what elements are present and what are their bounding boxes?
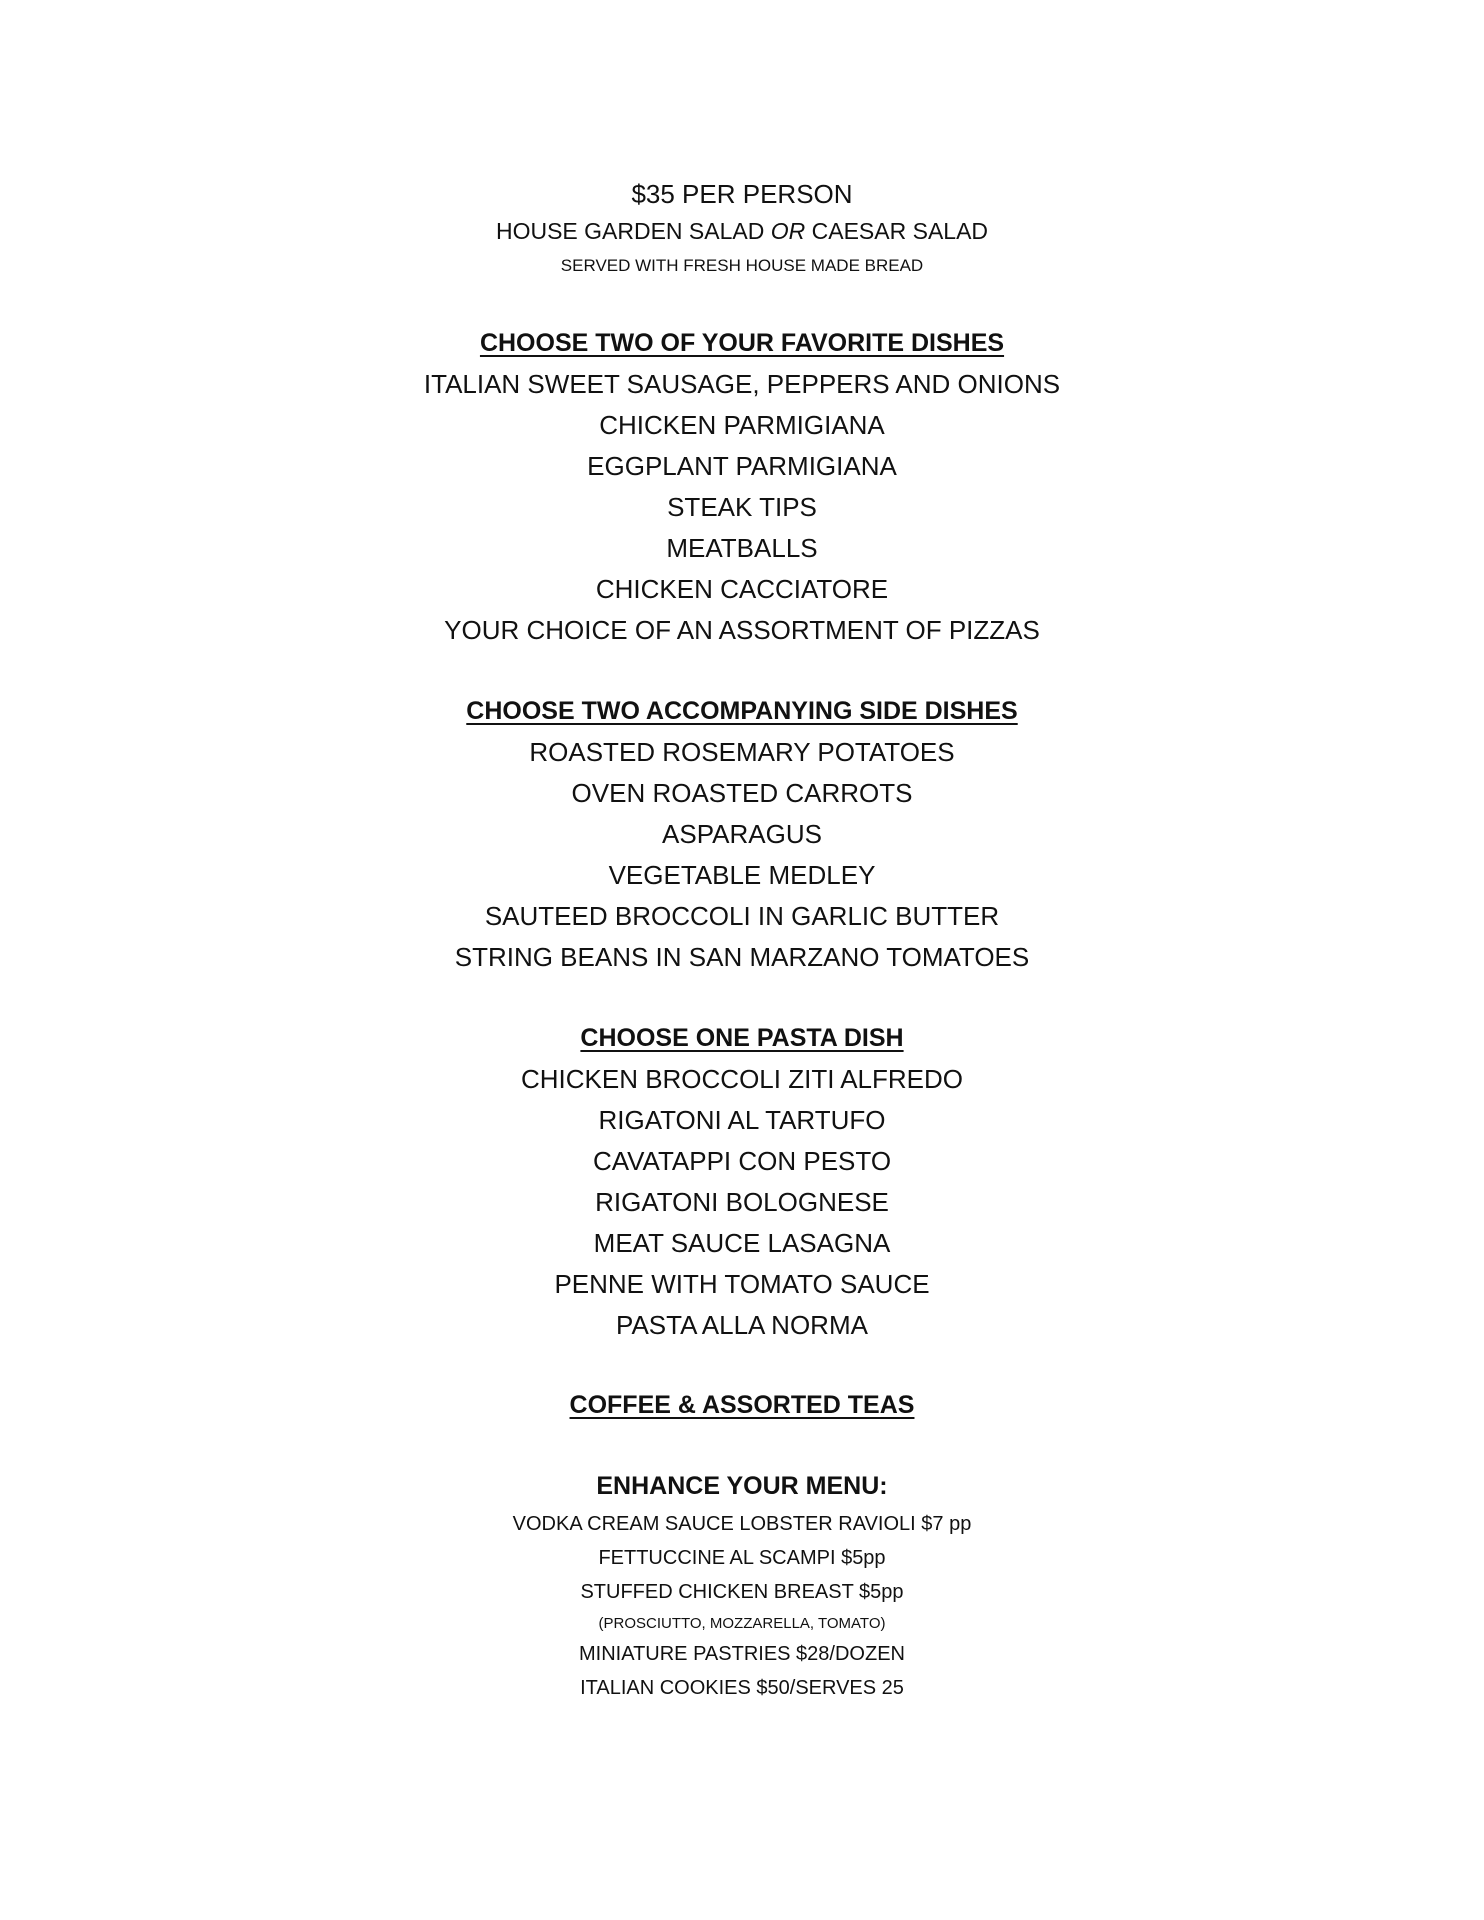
side-item: STRING BEANS IN SAN MARZANO TOMATOES — [454, 942, 1030, 972]
salad-option-caesar: CAESAR SALAD — [811, 218, 989, 244]
pasta-item: PASTA ALLA NORMA — [616, 1310, 868, 1340]
price-per-person: $35 PER PERSON — [631, 179, 853, 209]
pasta-item: PENNE WITH TOMATO SAUCE — [554, 1269, 930, 1299]
bread-note: SERVED WITH FRESH HOUSE MADE BREAD — [560, 256, 924, 275]
section-title-favorites: CHOOSE TWO OF YOUR FAVORITE DISHES — [479, 329, 1005, 357]
side-item: ROASTED ROSEMARY POTATOES — [529, 737, 955, 767]
favorite-item: CHICKEN PARMIGIANA — [599, 410, 885, 440]
enhance-item: MINIATURE PASTRIES $28/DOZEN — [579, 1643, 905, 1665]
enhance-item: VODKA CREAM SAUCE LOBSTER RAVIOLI $7 pp — [512, 1513, 972, 1535]
side-item: OVEN ROASTED CARROTS — [571, 778, 913, 808]
favorite-item: EGGPLANT PARMIGIANA — [587, 451, 897, 481]
enhance-item: STUFFED CHICKEN BREAST $5pp — [580, 1581, 904, 1603]
salad-or: OR — [770, 218, 806, 244]
side-item: VEGETABLE MEDLEY — [608, 860, 876, 890]
pasta-item: CHICKEN BROCCOLI ZITI ALFREDO — [520, 1064, 964, 1094]
favorite-item: ITALIAN SWEET SAUSAGE, PEPPERS AND ONIONS — [423, 369, 1061, 399]
favorite-item: YOUR CHOICE OF AN ASSORTMENT OF PIZZAS — [444, 615, 1040, 645]
section-title-enhance: ENHANCE YOUR MENU: — [596, 1472, 888, 1500]
salad-option-garden: HOUSE GARDEN SALAD — [495, 218, 765, 244]
favorite-item: MEATBALLS — [666, 533, 818, 563]
favorite-item: CHICKEN CACCIATORE — [595, 574, 889, 604]
enhance-item: FETTUCCINE AL SCAMPI $5pp — [598, 1547, 886, 1569]
section-title-coffee: COFFEE & ASSORTED TEAS — [569, 1391, 915, 1419]
pasta-item: RIGATONI AL TARTUFO — [598, 1105, 886, 1135]
favorite-item: STEAK TIPS — [667, 492, 817, 522]
section-title-sides: CHOOSE TWO ACCOMPANYING SIDE DISHES — [466, 697, 1018, 725]
side-item: ASPARAGUS — [662, 819, 822, 849]
pasta-item: RIGATONI BOLOGNESE — [595, 1187, 889, 1217]
pasta-item: MEAT SAUCE LASAGNA — [593, 1228, 891, 1258]
pasta-item: CAVATAPPI CON PESTO — [592, 1146, 892, 1176]
salad-choice — [0, 220, 1484, 243]
section-title-pasta: CHOOSE ONE PASTA DISH — [580, 1024, 904, 1052]
enhance-item-note: (PROSCIUTTO, MOZZARELLA, TOMATO) — [598, 1615, 886, 1632]
enhance-item: ITALIAN COOKIES $50/SERVES 25 — [580, 1677, 904, 1699]
side-item: SAUTEED BROCCOLI IN GARLIC BUTTER — [484, 901, 1000, 931]
